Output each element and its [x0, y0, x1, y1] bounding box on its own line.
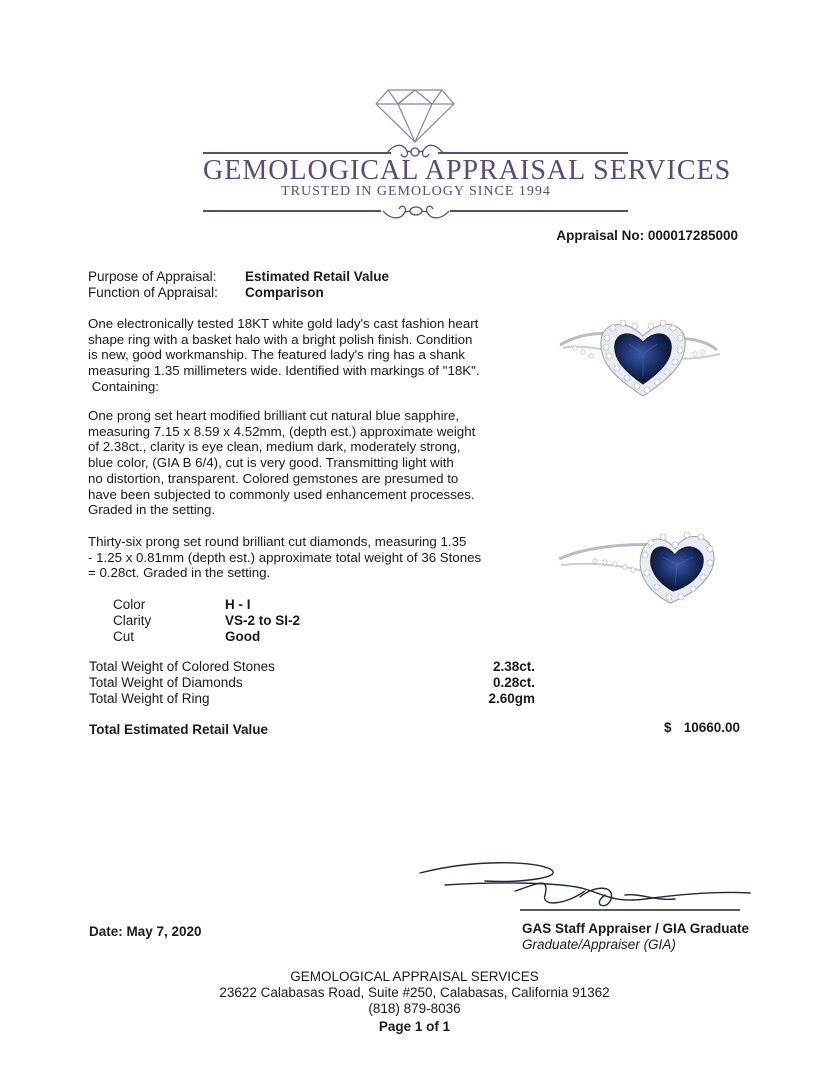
- grade-clarity-label: Clarity: [113, 613, 152, 628]
- signature: [415, 855, 755, 917]
- text-line: is new, good workmanship. The featured lady's ring has a shank: [88, 347, 466, 363]
- footer-company: GEMOLOGICAL APPRAISAL SERVICES: [290, 969, 539, 984]
- text-line: Graded in the setting.: [88, 502, 216, 518]
- grade-color-label: Color: [113, 597, 146, 612]
- company-title: GEMOLOGICAL APPRAISAL SERVICES: [203, 155, 732, 186]
- grade-clarity-value: VS-2 to SI-2: [225, 613, 301, 628]
- diamond-icon: [374, 88, 456, 144]
- text-line: One prong set heart modified brilliant cut natural blue sapphire,: [88, 408, 460, 423]
- purpose-value: Estimated Retail Value: [245, 269, 390, 284]
- grade-cut-label: Cut: [113, 629, 135, 644]
- total-diamonds-value: 0.28ct.: [492, 675, 535, 690]
- description-paragraph-diamonds: [88, 534, 508, 581]
- header-rule-top-left: [203, 152, 391, 154]
- text-line: shape ring with a basket halo with a bright polish finish. Condition: [88, 331, 473, 347]
- header-rule-top-right: [438, 152, 628, 154]
- appraisal-number: Appraisal No: 000017285000: [556, 228, 738, 243]
- appraisal-date: Date: May 7, 2020: [89, 924, 202, 939]
- text-line: have been subjected to commonly used enhancement processes.: [88, 486, 475, 502]
- text-line: measuring 1.35 millimeters wide. Identified with markings of "18K".: [88, 363, 480, 379]
- header-rule-bottom-left: [203, 210, 381, 212]
- function-label: Function of Appraisal:: [88, 285, 218, 300]
- ring-photo-top-view: [555, 310, 725, 400]
- company-tagline: TRUSTED IN GEMOLOGY SINCE 1994: [281, 184, 551, 199]
- text-line: One electronically tested 18KT white gold lady's cast fashion heart: [88, 316, 479, 331]
- grade-color-value: H - I: [225, 597, 251, 612]
- header-rule-bottom-right: [450, 210, 628, 212]
- total-ring-weight-value: 2.60gm: [488, 691, 535, 706]
- text-line: blue color, (GIA B 6/4), cut is very good. Transmitting light with: [88, 455, 454, 471]
- retail-value-label: Total Estimated Retail Value: [89, 722, 269, 737]
- text-line: of 2.38ct., clarity is eye clean, medium dark, moderately strong,: [88, 439, 461, 455]
- total-diamonds-label: Total Weight of Diamonds: [89, 675, 243, 690]
- text-line: no distortion, transparent. Colored gemstones are presumed to: [88, 470, 459, 486]
- description-paragraph-sapphire: [88, 408, 508, 518]
- total-colored-stones-value: 2.38ct.: [492, 659, 535, 674]
- retail-amount: 10660.00: [683, 720, 740, 735]
- footer-phone: (818) 879-8036: [368, 1001, 461, 1016]
- total-colored-stones-label: Total Weight of Colored Stones: [89, 659, 275, 674]
- ring-photo-side-view: [555, 515, 730, 610]
- purpose-label: Purpose of Appraisal:: [88, 269, 217, 284]
- text-line: measuring 7.15 x 8.59 x 4.52mm, (depth est.) approximate weight: [88, 423, 476, 439]
- text-line: = 0.28ct. Graded in the setting.: [88, 565, 271, 581]
- flourish-bottom-icon: [381, 200, 451, 222]
- text-line: Containing:: [88, 378, 159, 394]
- footer-address: 23622 Calabasas Road, Suite #250, Calabasas, California 91362: [219, 985, 610, 1000]
- grade-cut-value: Good: [225, 629, 261, 644]
- appraiser-title: GAS Staff Appraiser / GIA Graduate: [522, 921, 750, 936]
- text-line: Thirty-six prong set round brilliant cut diamonds, measuring 1.35: [88, 534, 467, 549]
- total-ring-weight-label: Total Weight of Ring: [89, 691, 210, 706]
- page-number: Page 1 of 1: [378, 1019, 451, 1034]
- appraiser-subtitle: Graduate/Appraiser (GIA): [522, 937, 676, 952]
- text-line: - 1.25 x 0.81mm (depth est.) approximate total weight of 36 Stones: [88, 549, 482, 565]
- retail-currency: $: [664, 720, 672, 735]
- function-value: Comparison: [245, 285, 324, 300]
- description-paragraph-ring: [88, 316, 508, 395]
